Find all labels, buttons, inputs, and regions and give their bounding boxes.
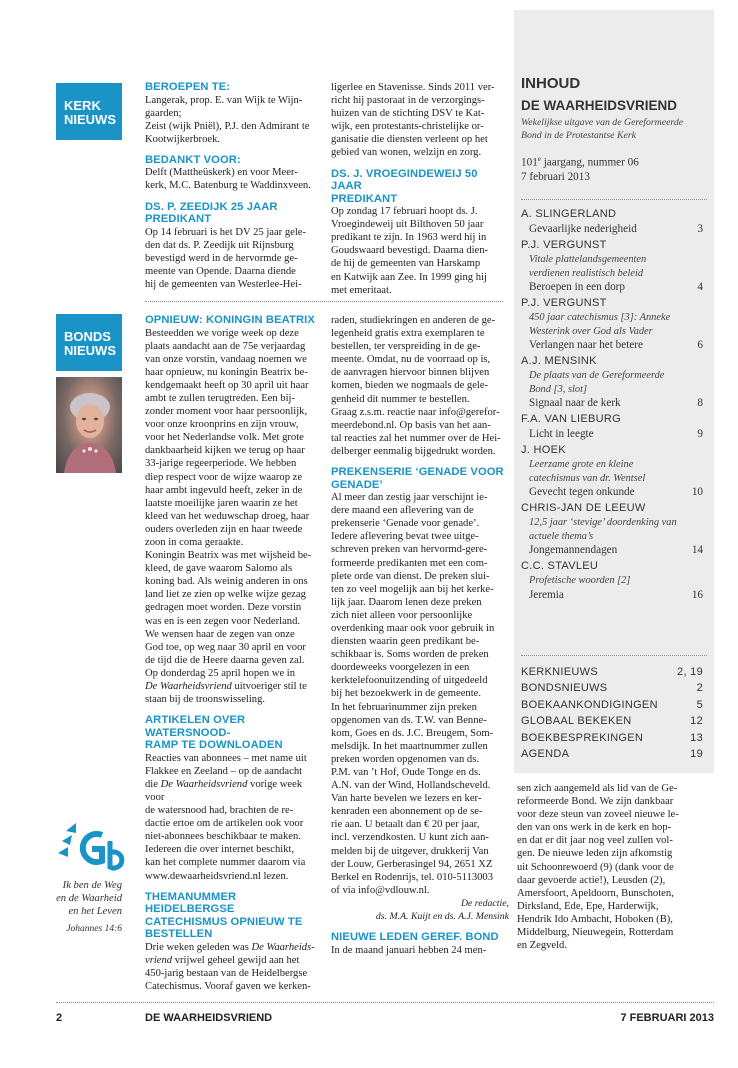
text-line: haar ambt ingevuld heeft, zeker in de <box>145 484 303 496</box>
toc-section-link[interactable] <box>521 697 707 713</box>
toc-edition <box>521 152 707 170</box>
text-line: Op zondag 17 februari hoopt ds. J. <box>331 206 478 218</box>
edition-text: jaargang, nummer 06 <box>540 156 639 169</box>
text-line: Graag z.s.m. reactie naar info@gerefor- <box>331 406 500 418</box>
toc-article-title: Gevaarlijke nederigheid <box>529 223 637 235</box>
toc-subtitle-line: Bond in de Protestantse Kerk <box>521 130 637 141</box>
toc-date: 7 februari 2013 <box>521 170 590 183</box>
magazine-name-italic: De Waarheidsvriend <box>145 681 232 693</box>
text-line: of via info@vdlouw.nl. <box>331 884 430 896</box>
text-line: kleed, de gave waarom Salomo als <box>145 563 293 575</box>
toc-article-title: Beroepen in een dorp <box>529 281 625 293</box>
text-line: ten zo veel mogelijk aan bij het kerke- <box>331 583 494 595</box>
text-line: dere maand een aflevering van de <box>331 505 474 517</box>
text-line: incl. verzendkosten. U kunt zich aan- <box>331 832 489 844</box>
text-line: Zeist (wijk Pniël), P.J. den Admirant te <box>145 120 310 132</box>
text-line: Reacties van abonnees – met name uit <box>145 752 307 764</box>
heading-bedankt: BEDANKT VOOR: <box>145 153 241 166</box>
section-name: GLOBAAL BEKEKEN <box>521 715 632 728</box>
heading-prekenserie-2: GENADE’ <box>331 478 383 491</box>
text-line: den van ons werk in de kerk en hop- <box>517 822 672 834</box>
toc-section-link[interactable] <box>521 746 707 762</box>
toc-article-title: Signaal naar de kerk <box>529 397 621 409</box>
text-line: schikbaar is. Soms worden de preken <box>331 649 489 661</box>
text-line: Kootwijkerbroek. <box>145 133 221 145</box>
text-line: plaats aandacht aan de 75e verjaardag <box>145 340 306 352</box>
text-line: opgenomen van ds. T.W. van Benne- <box>331 714 487 726</box>
toc-subtitle-line: Wekelijkse uitgave van de Gereformeerde <box>521 117 684 128</box>
text-line: zoon in coma geraakte. <box>145 537 244 548</box>
section-name: KERKNIEUWS <box>521 666 598 678</box>
text-line: overdenking maar ook voor gebruik in <box>331 622 495 634</box>
heading-beatrix: OPNIEUW: KONINGIN BEATRIX <box>145 314 315 326</box>
toc-section-link[interactable] <box>521 730 707 746</box>
text-line: ligerlee en Stavenisse. Sinds 2011 ver- <box>331 82 495 93</box>
toc-author: P.J. VERGUNST <box>521 297 607 309</box>
toc-article-subtitle: Profetische woorden [2] <box>529 575 631 586</box>
text-line: kerk, M.C. Batenburg te Waddinxveen. <box>145 180 311 192</box>
text-line: Flakkee en Zeeland – op de aandacht <box>145 765 303 777</box>
toc-author: F.A. VAN LIEBURG <box>521 413 621 425</box>
text-line: Op 14 februari is het DV 25 jaar gele- <box>145 226 307 238</box>
text-line <box>145 680 323 693</box>
text-line: Goudswaard bevestigd. Daarna dien- <box>331 245 489 257</box>
toc-sections <box>521 664 707 762</box>
text-line: meente van Opende. Daarna diende <box>145 265 296 277</box>
text-line: uit Schoonrewoerd (9) (dank voor de <box>517 861 674 873</box>
bondsnieuws-label-line2: NIEUWS <box>64 343 116 358</box>
text-line: doordeweeks voorgelezen in een <box>331 662 470 674</box>
heading-vroegindeweij-2: PREDIKANT <box>331 192 398 205</box>
text-line: We wensen haar de zegen van onze <box>145 628 295 640</box>
text-line: plete orde van dienst. De preken slui- <box>331 570 490 582</box>
portrait-photo-queen-beatrix <box>56 377 122 473</box>
gereformeerde-bond-logo <box>54 817 126 877</box>
heading-heidelberg-2: CATECHISMUS OPNIEUW TE <box>145 915 303 928</box>
text-line: Amersfoort, Apeldoorn, Bunschoten, <box>517 887 674 899</box>
heading-nieuwe-leden: NIEUWE LEDEN GEREF. BOND <box>331 931 499 944</box>
toc-article-link[interactable] <box>521 485 707 500</box>
text-line: en Zegveld. <box>517 940 568 952</box>
toc-page-number: 4 <box>697 281 703 293</box>
text-line: diep respect voor de wijze waarop ze <box>145 471 303 483</box>
section-page: 5 <box>696 698 703 711</box>
text-line: de aanvragen hiervoor binnen blijven <box>331 367 490 379</box>
text-line: Dirksland, Ede, Epe, Harderwijk, <box>517 900 659 912</box>
heading-heidelberg-1: THEMANUMMER HEIDELBERGSE <box>145 890 237 916</box>
text-fragment: uitvoeriger stil te <box>231 681 307 693</box>
text-line: met emeritaat. <box>331 284 392 296</box>
text-line: genheid dit nummer te bestellen. <box>331 393 470 405</box>
text-line: dactie ertoe om de artikelen ook voor <box>145 818 304 830</box>
text-line: ouders overleden zijn en haar tweede <box>145 523 303 535</box>
text-line: diensten waarin geen predikant be- <box>331 636 480 648</box>
bondsnieuws-col3 <box>517 782 695 952</box>
toc-article-subtitle: De plaats van de Gereformeerde Bond [3, slot] <box>529 370 665 395</box>
text-line: schreven preken van hervormd-gere- <box>331 544 488 556</box>
toc-section-link[interactable] <box>521 713 707 729</box>
text-line <box>145 941 323 954</box>
edition-superscript: e <box>537 155 541 163</box>
kerknieuws-col1 <box>145 81 320 291</box>
text-line: de tijd die de Heere daarna geven zal. <box>145 654 305 666</box>
text-line: Al meer dan zestig jaar verschijnt ie- <box>331 492 488 504</box>
toc-article-subtitle: 12,5 jaar ‘stevige’ doordenking van actuele thema’s <box>529 517 677 542</box>
toc-divider <box>521 655 707 656</box>
toc-article-title: Verlangen naar het betere <box>529 339 643 351</box>
text-line: en Katwijk aan Zee. In 1999 ging hij <box>331 271 487 283</box>
text-line: richt hij pastoraat in de verzorgings- <box>331 95 485 107</box>
toc-article-link[interactable] <box>521 543 707 558</box>
text-line: bevestigd werd in de hervormde ge- <box>145 252 298 264</box>
heading-heidelberg-3: BESTELLEN <box>145 928 213 941</box>
text-line: wijk, een protestants-christelijke or- <box>331 121 484 133</box>
toc-article-link[interactable] <box>521 222 707 237</box>
text-line: haar opnieuw, nu koningin Beatrix be- <box>145 366 308 378</box>
footer-page-number: 2 <box>56 1012 63 1024</box>
bondsnieuws-col1 <box>145 314 323 993</box>
website-link[interactable]: www.dewaarheidsvriend.nl lezen. <box>145 870 289 882</box>
text-line: God toe, op weg naar 30 april en voor <box>145 641 306 653</box>
toc-page-number: 16 <box>691 588 703 601</box>
text-line: 450-jarig bestaan van de Heidelbergse <box>145 967 308 979</box>
text-line: bestellen, ter verspreiding in de ge- <box>331 341 481 353</box>
text-line: Middelburg, Nieuwegein, Rotterdam <box>517 927 674 939</box>
text-line: kleed van het weduwschap droeg, haar <box>145 510 310 522</box>
text-line: der Louw, Gerberasingel 94, 2651 XZ <box>331 858 493 870</box>
text-line: melsdijk. In het maartnummer zullen <box>331 740 488 752</box>
toc-author: C.C. STAVLEU <box>521 560 599 572</box>
text-line: voor onze kroonprins en zijn vrouw, <box>145 419 299 431</box>
footer-magazine-name: DE WAARHEIDSVRIEND <box>145 1012 273 1024</box>
text-line <box>145 778 323 804</box>
text-line: voor deze steun van zoveel nieuwe le- <box>517 809 679 821</box>
text-line: predikant te zijn. In 1963 werd hij in <box>331 232 487 244</box>
toc-magazine-name: DE WAARHEIDSVRIEND <box>521 98 678 113</box>
text-line: kenraden een abonnement op de se- <box>331 806 483 818</box>
text-line: zich niet alleen voor persoonlijke <box>331 609 473 621</box>
heading-prekenserie-1: PREKENSERIE ‘GENADE VOOR <box>331 466 504 479</box>
toc-article-link[interactable] <box>521 588 707 603</box>
section-page: 2, 19 <box>677 666 703 678</box>
toc-article-link[interactable] <box>521 396 707 411</box>
toc-article-subtitle: Vitale plattelandsgemeenten verdienen realistisch beleid <box>529 254 647 279</box>
text-line: land liet ze zien op welke wijze gezag <box>145 589 306 601</box>
section-page: 19 <box>690 748 703 761</box>
quote-line: en de Waarheid <box>56 893 122 904</box>
text-line: den dat ds. P. Zeedijk uit Rijnsburg <box>145 239 294 251</box>
toc-divider <box>521 199 707 200</box>
toc-page-number: 10 <box>691 486 703 498</box>
text-line: was en is een zegen voor Nederland. <box>145 615 301 627</box>
section-page: 2 <box>696 682 703 695</box>
text-line: prekenserie ‘Genade voor genade’. <box>331 518 480 530</box>
text-line: Berkel en Rodenrijs, tel. 010-5113003 <box>331 871 494 883</box>
text-fragment: Drie weken geleden was <box>145 941 252 953</box>
heading-zeedijk: DS. P. ZEEDIJK 25 JAAR PREDIKANT <box>145 200 278 226</box>
heading-watersnood-2: RAMP TE DOWNLOADEN <box>145 739 283 752</box>
text-fragment: vrijwel geheel gewijd aan het <box>172 954 300 966</box>
section-divider <box>145 301 503 302</box>
text-line: Hendrik Ido Ambacht, Hoboken (B), <box>517 913 673 925</box>
text-line: 33-jarige regeerperiode. We hebben <box>145 458 297 470</box>
signature-line: ds. M.A. Kuijt en ds. A.J. Mensink <box>375 911 509 923</box>
text-line: koning bad. Als weinig anderen in ons <box>145 576 308 588</box>
text-line: In de maand januari hebben 24 men- <box>331 944 487 956</box>
text-line: niet-abonnees beschikbaar te maken. <box>145 831 301 843</box>
text-line: meerdebond.nl. Op basis van het aan- <box>331 419 491 431</box>
text-line: gedragen moet worden. Deze vorstin <box>145 602 302 614</box>
text-line: bij het bezoekwerk in de gemeente. <box>331 688 482 700</box>
text-line: Iedereen die over internet beschikt, <box>145 844 295 856</box>
text-fragment: vorige week voor <box>145 778 303 803</box>
bondsnieuws-label-line1: BONDS <box>64 329 111 344</box>
text-line: gaarden; <box>145 107 182 119</box>
bondsnieuws-label <box>56 314 122 371</box>
heading-vroegindeweij-1: DS. J. VROEGINDEWEIJ 50 JAAR <box>331 167 478 193</box>
text-line: formeerde predikanten met een com- <box>331 557 488 569</box>
text-line: staan bij de troonswisseling. <box>145 694 266 706</box>
toc-article-link[interactable] <box>521 338 707 353</box>
kerknieuws-label <box>56 83 122 140</box>
toc-article-title: Jeremia <box>529 588 564 601</box>
toc-header <box>521 75 707 184</box>
text-line: legenheid gratis extra exemplaren te <box>331 328 485 340</box>
edition-number: 101 <box>521 156 538 169</box>
toc-page-number: 9 <box>697 428 703 440</box>
text-fragment: die <box>145 778 161 790</box>
kerknieuws-col2 <box>331 81 506 297</box>
text-line: Besteedden we vorige week op deze <box>145 327 299 339</box>
text-line: delberger eenmalig bijgedrukt worden. <box>331 445 496 457</box>
toc-author: CHRIS-JAN DE LEEUW <box>521 502 646 514</box>
text-line: dankbaarheid kijken we terug op haar <box>145 445 305 457</box>
text-line: de hij de gemeenten van Harskamp <box>331 258 481 270</box>
quote-source: Johannes 14:6 <box>66 924 122 934</box>
text-line: Iedere aflevering bevat twee uitge- <box>331 531 479 543</box>
text-line: rie aan. U betaalt dan € 20 per jaar, <box>331 819 480 831</box>
footer-date: 7 FEBRUARI 2013 <box>620 1012 714 1024</box>
heading-watersnood-1: ARTIKELEN OVER WATERSNOOD- <box>145 714 246 739</box>
toc-article-subtitle: Leerzame grote en kleine catechismus van dr. Wentsel <box>529 459 646 484</box>
text-line: tal reacties zal het nummer over de Hei- <box>331 432 501 444</box>
text-line: melden bij de uitgever, drukkerij Van <box>331 845 489 857</box>
text-line: hij de gemeenten van Westerlee-Hei- <box>145 278 302 290</box>
text-line: lijk jaar. Daarom lenen deze preken <box>331 596 482 608</box>
quote-line: en het Leven <box>68 906 122 917</box>
toc-page-number: 3 <box>697 223 703 235</box>
toc-author: A. SLINGERLAND <box>521 208 617 220</box>
toc-title: INHOUD <box>521 75 581 92</box>
text-line: Op donderdag 25 april hopen we in <box>145 667 296 679</box>
text-line: reformeerde Bond. We zijn dankbaar <box>517 796 674 808</box>
text-line: de watersnood had, brachten de re- <box>145 805 294 817</box>
bible-quote <box>40 879 122 936</box>
section-name: BONDSNIEUWS <box>521 682 608 695</box>
toc-article-title: Gevecht tegen onkunde <box>529 486 635 498</box>
toc-entries <box>521 206 707 603</box>
text-line: raden, studiekringen en anderen de ge- <box>331 315 496 326</box>
section-name: BOEKBESPREKINGEN <box>521 731 644 744</box>
magazine-name-italic: vriend <box>145 954 173 966</box>
text-line: komen, bieden we nogmaals de gele- <box>331 380 489 392</box>
text-line: ganisatie die diensten verleent op het <box>331 134 488 146</box>
text-line: P.M. van ’t Hof, Oude Tonge en ds. <box>331 767 481 778</box>
text-line: Catechismus. Vooraf gaven we kerken- <box>145 980 311 992</box>
text-line: ambt te zullen terugtreden. Een bij- <box>145 392 296 404</box>
toc-page-number: 8 <box>697 397 703 409</box>
text-line: gebied van wonen, welzijn en zorg. <box>331 147 482 159</box>
toc-section-link[interactable] <box>521 664 707 680</box>
text-line: van onze vorstin, vandaag noemen we <box>145 353 307 365</box>
text-line: In het februarinummer zijn preken <box>331 701 477 713</box>
text-line: Delft (Mattheüskerk) en voor Meer- <box>145 167 298 179</box>
bondsnieuws-col2 <box>331 314 509 957</box>
toc-author: P.J. VERGUNST <box>521 239 607 251</box>
text-line: kan het complete nummer daarom via <box>145 857 306 869</box>
text-line: kerktelefoonuitzending of uitgedeeld <box>331 675 488 687</box>
toc-article-subtitle: 450 jaar catechismus [3]: Anneke Westerink over God als Vader <box>529 312 671 337</box>
text-line: en dat er dit jaar nog veel zullen vol- <box>517 835 673 847</box>
portrait-illustration <box>56 377 122 473</box>
section-name: BOEKAANKONDIGINGEN <box>521 698 658 711</box>
text-line: Vroegindeweij uit Bilthoven 50 jaar <box>331 219 484 231</box>
section-page: 13 <box>690 731 703 744</box>
signature-line: De redactie, <box>460 897 509 909</box>
toc-author: J. HOEK <box>521 444 566 456</box>
text-line: huizen van de stichting DSV te Kat- <box>331 108 485 120</box>
kerknieuws-label-line2: NIEUWS <box>64 112 116 127</box>
text-line: A.N. van der Wind, Hollandscheveld. <box>331 780 491 792</box>
footer-divider <box>56 1002 714 1003</box>
toc-article-title: Licht in leegte <box>529 428 594 440</box>
toc-author: A.J. MENSINK <box>521 355 597 367</box>
text-line: kom, Goes en ds. J.C. Breugem, Som- <box>331 727 494 739</box>
section-name: AGENDA <box>521 748 570 761</box>
section-page: 12 <box>690 715 703 728</box>
toc-article-link[interactable] <box>521 280 707 295</box>
text-line: Koningin Beatrix was met wijsheid be- <box>145 550 312 562</box>
text-line: laatste moeilijke jaren waarin ze het <box>145 497 298 509</box>
kerknieuws-label-line1: KERK <box>64 98 101 113</box>
quote-line: Ik ben de Weg <box>62 880 122 891</box>
text-line: gen. De nieuwe leden zijn afkomstig <box>517 848 673 860</box>
magazine-name-italic: De Waarheids- <box>251 941 315 953</box>
toc-article-title: Jongemannendagen <box>529 544 618 556</box>
text-line: voor het Nederlandse volk. Met grote <box>145 432 304 444</box>
magazine-name-italic: De Waarheidsvriend <box>160 778 248 790</box>
text-line: preken worden opgenomen van ds. <box>331 753 479 765</box>
text-line <box>145 954 323 967</box>
toc-page-number: 14 <box>691 544 703 556</box>
heading-beroepen: BEROEPEN TE: <box>145 81 231 93</box>
text-line: Van harte bevelen we lezers en ker- <box>331 793 482 805</box>
text-line: kendgemaakt heeft op 30 april uit haar <box>145 379 309 391</box>
text-line: Langerak, prop. E. van Wijk te Wijn- <box>145 94 303 106</box>
toc-page-number: 6 <box>697 339 703 351</box>
toc-article-link[interactable] <box>521 427 707 442</box>
text-line: daar gevoerde actie!), Leusden (2), <box>517 874 666 886</box>
toc-section-link[interactable] <box>521 680 707 696</box>
text-line: meente. Omdat, nu de voorraad op is, <box>331 354 491 366</box>
text-line: sen zich aangemeld als lid van de Ge- <box>517 783 678 794</box>
text-line: zonder moment voor haar persoonlijk, <box>145 406 308 418</box>
